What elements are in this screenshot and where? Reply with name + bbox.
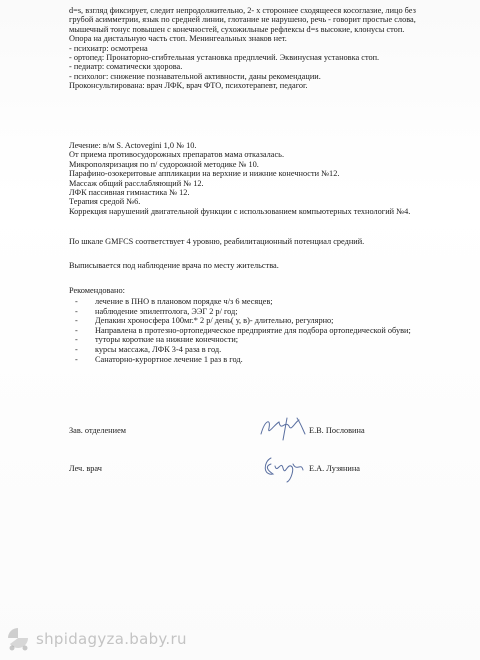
- discharge-text: Выписывается под наблюдение врача по месту жительства.: [69, 261, 279, 270]
- recommendations-title: Рекомендовано:: [69, 286, 125, 295]
- examination-block: [69, 6, 469, 91]
- signature-name: Е.А. Лузянина: [309, 464, 360, 473]
- list-item: - Депакин хроносфера 100мг.* 2 р/ день( у, в)- длительно, регулярно;: [69, 316, 469, 326]
- stroller-icon: [4, 624, 32, 652]
- signature-name: Е.В. Пословина: [309, 426, 365, 435]
- list-item: - Направлена в протезно-ортопедическое предприятие для подбора ортопедической обуви;: [69, 326, 469, 336]
- discharge-line: [69, 261, 469, 270]
- list-item: - туторы короткие на нижние конечности;: [69, 335, 469, 345]
- treatment-line: ЛФК пассивная гимнастика № 12.: [69, 188, 190, 198]
- gmfcs-line: [69, 237, 469, 246]
- exam-line: - психиатр: осмотрена: [69, 43, 148, 53]
- exam-line: - психолог: снижение познавательной активности, даны рекомендации.: [69, 71, 321, 81]
- recommendations-heading: [69, 286, 469, 295]
- treatment-line: Массаж общий расслабляющий № 12.: [69, 178, 204, 188]
- signature-row-head: [69, 420, 449, 440]
- watermark: [0, 624, 480, 654]
- treatment-line: Коррекция нарушений двигательной функции с использованием компьютерных технологий №4.: [69, 206, 411, 216]
- treatment-block: [69, 141, 469, 216]
- signature-row-doctor: [69, 458, 449, 478]
- exam-line: d=s, взгляд фиксирует, следит непродолжительно, 2- х стороннее сходящееся косоглазие, лицо без: [69, 6, 416, 15]
- treatment-line: Микрополяризация по п/ судорожной методике № 10.: [69, 159, 259, 169]
- exam-line: Опора на дистальную часть стоп. Менингеальных знаков нет.: [69, 34, 287, 44]
- signature-role: Леч. врач: [69, 464, 102, 473]
- treatment-line: Терапия средой №6.: [69, 197, 141, 207]
- exam-line: - педиатр: соматически здорова.: [69, 62, 183, 72]
- exam-line: Проконсультирована: врач ЛФК, врач ФТО, психотерапевт, педагог.: [69, 81, 308, 91]
- recommendations-list: [69, 297, 469, 364]
- signature-role: Зав. отделением: [69, 426, 127, 435]
- list-item: - наблюдение эпилептолога, ЭЭГ 2 р/ год;: [69, 307, 469, 317]
- list-item: - курсы массажа, ЛФК 3-4 раза в год.: [69, 345, 469, 355]
- handwritten-signature-doctor: [257, 452, 309, 486]
- exam-line: - ортопед: Пронаторно-сгибтельная установка предплечий. Эквинусная установка стоп.: [69, 53, 380, 63]
- watermark-text: shpidagyza.baby.ru: [36, 630, 187, 648]
- treatment-line: Лечение: в/м S. Actovegini 1,0 № 10.: [69, 141, 197, 150]
- gmfcs-text: По шкале GMFCS соответствует 4 уровню, реабилитационный потенциал средний.: [69, 237, 365, 246]
- treatment-line: От приема противосудорожных препаратов мама отказалась.: [69, 150, 285, 160]
- list-item: - лечение в ПНО в плановом порядке ч/з 6 месяцев;: [69, 297, 469, 307]
- treatment-line: Парафино-озокеритовые аппликации на верхние и нижние конечности №12.: [69, 169, 340, 179]
- handwritten-signature-head: [257, 414, 309, 444]
- exam-line: грубой асимметрии, язык по средней линии, глотание не нарушено, речь - говорит простые слова,: [69, 15, 416, 25]
- list-item: - Санаторно-курортное лечение 1 раз в год.: [69, 355, 469, 365]
- exam-line: мышечный тонус повышен с конечностей, сухожильные рефлексы d=s высокие, клонусы стоп.: [69, 24, 405, 34]
